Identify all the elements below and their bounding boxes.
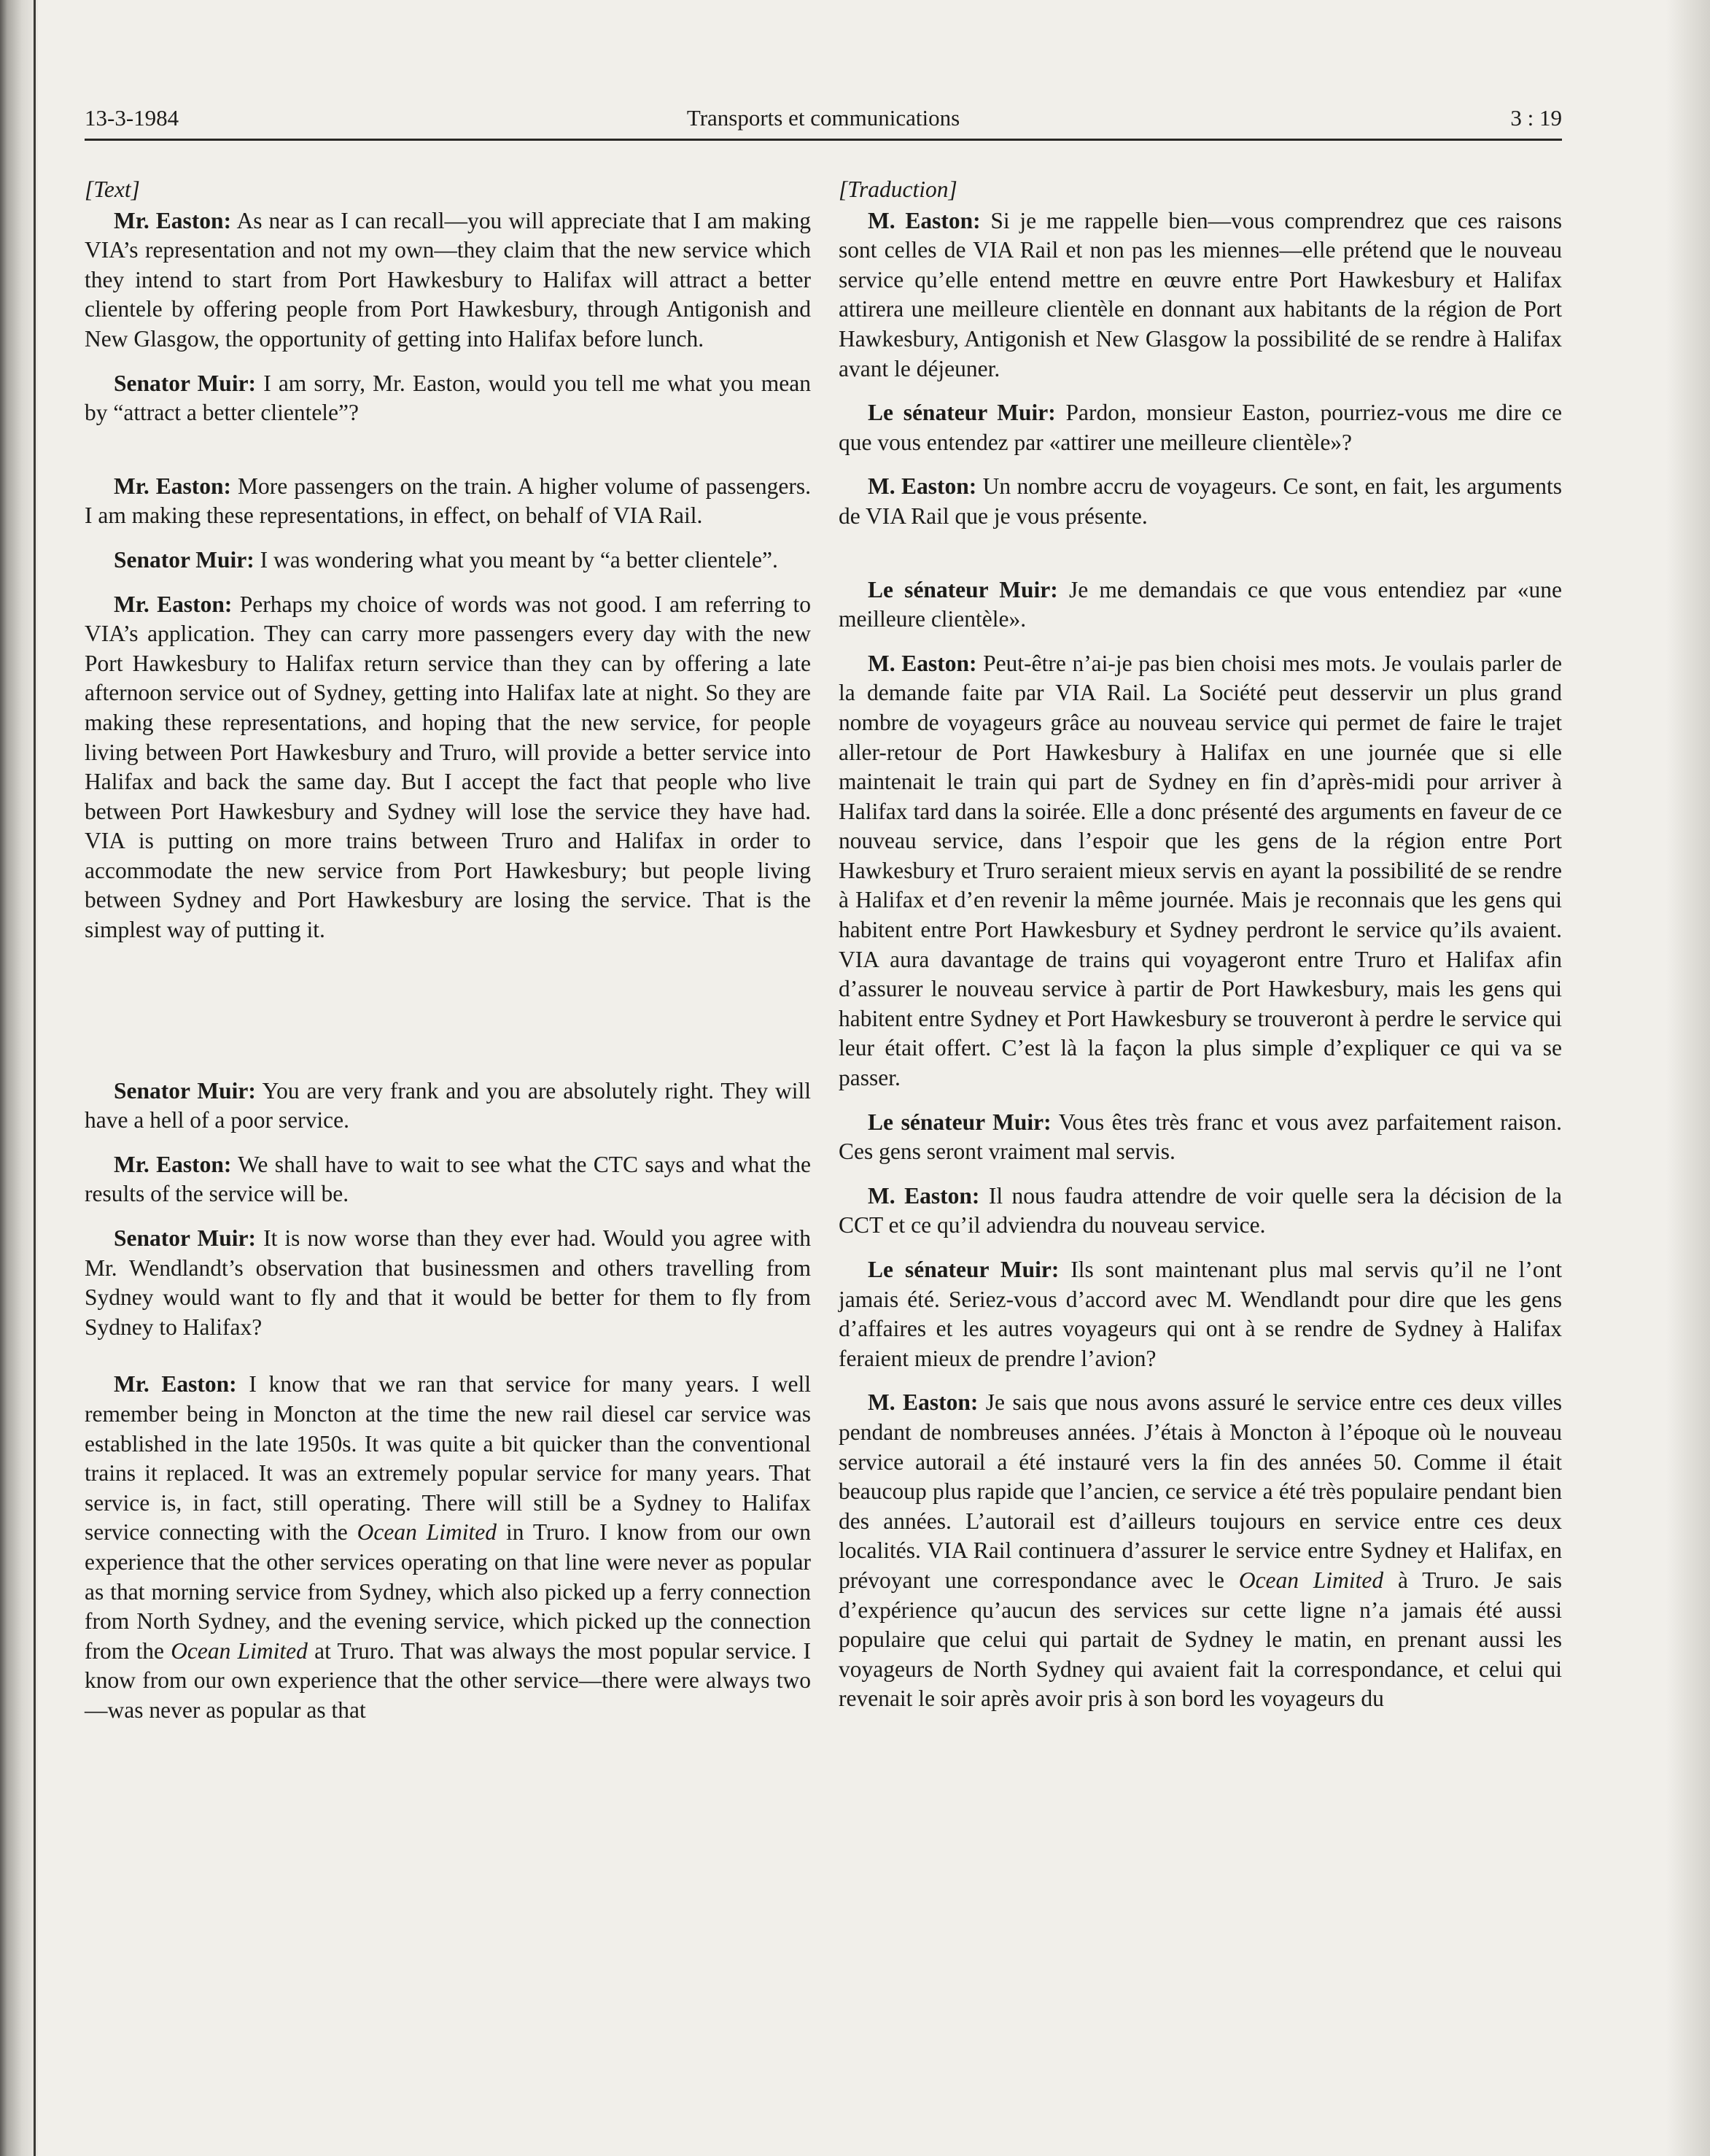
paragraph-text: I know that we ran that service for many years. I well remember being in Moncton at the time the new rail diesel car service was established in the late 1950s. It was quite a bit quicker than the conventional trains it replaced. It was an extremely popular service for many years. That service is, in fact, still operating. There will still be a Sydney to Halifax service connecting with the — [85, 1371, 811, 1546]
paragraph — [839, 472, 1562, 531]
paragraph-text: Je me demandais ce que vous entendiez par «une meilleure clientèle». — [839, 576, 1563, 632]
paragraph — [85, 1150, 811, 1209]
paragraph-text: As near as I can recall—you will appreciate that I am making VIA’s representation and not my own—they claim that the new service which they intend to start from Port Hawkesbury to Halifax will attract a better clientele by offering people from Port Hawkesbury, through Antigonish and New Glasgow, the opportunity of getting into Halifax before lunch. — [85, 207, 811, 352]
paragraph — [839, 649, 1562, 1093]
paragraph-text: Si je me rappelle bien—vous comprendrez que ces raisons sont celles de VIA Rail et non pas les miennes—elle prétend que le nouveau service qu’elle entend mettre en œuvre entre Port Hawkesbury et Halifax attirera une meilleure clientèle en donnant aux habitants de la région de Port Hawkesbury, Antigonish et New Glasgow la possibilité de se rendre à Halifax avant le déjeuner. — [839, 207, 1563, 381]
paragraph-text: à Truro. Je sais d’expérience qu’aucun des services sur cette ligne n’a jamais été aussi populaire que celui qui partait de Sydney le matin, en prenant aussi les voyageurs de North Sydney qui avaient fait la correspondance, et celui qui revenait le soir après avoir pris à son bord les voyageurs du — [839, 1567, 1562, 1712]
column-label-text: Traduction — [847, 177, 949, 202]
speaker: Senator Muir: — [114, 1077, 256, 1104]
speaker: Le sénateur Muir: — [868, 576, 1058, 602]
paragraph — [85, 546, 811, 575]
speaker: Mr. Easton: — [114, 1371, 237, 1397]
paragraph-text: Un nombre accru de voyageurs. Ce sont, en fait, les arguments de VIA Rail que je vous présente. — [839, 473, 1562, 529]
column-label-text: Text — [93, 177, 131, 202]
paragraph — [85, 206, 811, 354]
french-column — [839, 175, 1562, 1714]
paragraph — [839, 1388, 1562, 1714]
paragraph-text: I am sorry, Mr. Easton, would you tell me what you mean by “attract a better clientele”? — [85, 370, 811, 426]
paragraph — [839, 1182, 1562, 1241]
speaker: Senator Muir: — [114, 546, 254, 573]
paragraph — [85, 590, 811, 945]
paragraph — [839, 206, 1562, 384]
paragraph — [85, 1370, 811, 1725]
paragraph — [839, 398, 1562, 457]
paragraph — [85, 369, 811, 428]
page-edge-shadow — [1666, 0, 1710, 2156]
running-header — [85, 101, 1562, 136]
paragraph-text: I was wondering what you meant by “a better clientele”. — [254, 546, 778, 573]
paragraph-text: Il nous faudra attendre de voir quelle sera la décision de la CCT et ce qu’il adviendra du nouveau service. — [839, 1182, 1563, 1238]
speaker: Mr. Easton: — [114, 473, 231, 499]
paragraph — [85, 1224, 811, 1342]
italic-train-name: Ocean Limited — [1238, 1567, 1384, 1593]
speaker: Mr. Easton: — [114, 207, 232, 233]
paragraph-text: We shall have to wait to see what the CTC says and what the results of the service will be. — [85, 1151, 811, 1207]
paragraph — [85, 1077, 811, 1136]
column-label: [Traduction] — [839, 177, 957, 202]
speaker: M. Easton: — [868, 1182, 980, 1209]
speaker: M. Easton: — [868, 650, 977, 676]
header-date: 13-3-1984 — [85, 105, 179, 131]
italic-train-name: Ocean Limited — [357, 1519, 497, 1546]
paragraph-text: Pardon, monsieur Easton, pourriez-vous me dire ce que vous entendez par «attirer une meilleure clientèle»? — [839, 400, 1562, 455]
column-label: [Text] — [85, 177, 140, 202]
english-column — [85, 175, 811, 1726]
speaker: Senator Muir: — [114, 1225, 256, 1252]
speaker: Le sénateur Muir: — [868, 1109, 1052, 1135]
speaker: Le sénateur Muir: — [868, 1257, 1060, 1282]
paragraph-text: Perhaps my choice of words was not good. I am referring to VIA’s application. They can carry more passengers every day with the new Port Hawkesbury to Halifax return service than they can by offering a late afternoon service out of Sydney, getting into Halifax late at night. So they are making these representations, and hoping that the new service, for people living between Port Hawkesbury and Truro, will provide a better service into Halifax and back the same day. But I accept the fact that people who live between Port Hawkesbury and Sydney will lose the service they have had. VIA is putting on more trains between Truro and Halifax in order to accommodate the new service from Port Hawkesbury; but people living between Sydney and Port Hawkesbury are losing the service. That is the simplest way of putting it. — [85, 591, 811, 943]
paragraph-text: in Truro. I know from our own experience that the other services operating on that line were never as popular as that morning service from Sydney, which also picked up a ferry connection from North Sydney, and the evening service, which picked up the connection from the — [85, 1519, 811, 1664]
header-page-number: 3 : 19 — [1510, 105, 1562, 131]
paragraph-text: Peut-être n’ai-je pas bien choisi mes mots. Je voulais parler de la demande faite par VIA Rail. La Société peut desservir un plus grand nombre de voyageurs grâce au nouveau service qui permet de faire le trajet aller-retour de Port Hawkesbury à Halifax en une journée que si elle maintenait le train qui part de Sydney en fin d’après-midi pour arriver à Halifax tard dans la soirée. Elle a donc présenté des arguments en faveur de ce nouveau service, dans l’espoir que les gens de la région entre Port Hawkesbury et Truro seraient mieux servis en ayant la possibilité de se rendre à Halifax et d’en revenir la même journée. Mais je reconnais que les gens qui habitent entre Port Hawkesbury et Sydney perdront le service qu’ils avaient. VIA aura davantage de trains qui voyageront entre Truro et Halifax afin d’assurer le nouveau service à partir de Port Hawkesbury, mais les gens qui habitent entre Sydney et Port Hawkesbury se trouveront à perdre le service qui leur était offert. C’est là la façon la plus simple d’expliquer ce qui va se passer. — [839, 650, 1562, 1091]
speaker: Mr. Easton: — [114, 1151, 232, 1177]
paragraph-text: It is now worse than they ever had. Would you agree with Mr. Wendlandt’s observation that businessmen and others travelling from Sydney would want to fly and that it would be better for them to fly from Sydney to Halifax? — [85, 1225, 811, 1340]
italic-train-name: Ocean Limited — [171, 1637, 308, 1664]
paragraph-text: Vous êtes très franc et vous avez parfaitement raison. Ces gens seront vraiment mal servis. — [839, 1109, 1563, 1165]
header-rule — [85, 139, 1562, 141]
paragraph-text: Je sais que nous avons assuré le service entre ces deux villes pendant de nombreuses années. J’étais à Moncton à l’époque où le nouveau service autorail a été instauré vers la fin des années 50. Comme il était beaucoup plus rapide que l’ancien, ce service a été très populaire pendant bien des années. L’autorail est d’ailleurs toujours en service entre ces deux localités. VIA Rail continuera d’assurer le service entre Sydney et Halifax, en prévoyant une correspondance avec le — [839, 1389, 1562, 1593]
speaker: M. Easton: — [868, 207, 981, 233]
speaker: Senator Muir: — [114, 370, 257, 396]
speaker: M. Easton: — [868, 473, 977, 500]
paragraph-text: at Truro. That was always the most popular service. I know from our own experience that the other service—there were always two—was never as popular as that — [85, 1637, 812, 1723]
binding-shadow — [0, 0, 38, 2156]
paragraph-text: You are very frank and you are absolutely right. They will have a hell of a poor service. — [85, 1077, 811, 1133]
header-title: Transports et communications — [686, 105, 960, 131]
binding-line — [34, 0, 36, 2156]
paragraph — [839, 575, 1562, 635]
paragraph — [839, 1255, 1562, 1373]
speaker: Le sénateur Muir: — [868, 400, 1056, 426]
speaker: M. Easton: — [868, 1389, 979, 1416]
paragraph-text: Ils sont maintenant plus mal servis qu’il ne l’ont jamais été. Seriez-vous d’accord avec M. Wendlandt pour dire que les gens d’affaires et les autres voyageurs qui ont à se rendre de Sydney à Halifax feraient mieux de prendre l’avion? — [839, 1257, 1562, 1371]
speaker: Mr. Easton: — [114, 591, 233, 617]
paragraph — [85, 472, 811, 531]
paragraph — [839, 1108, 1562, 1167]
paragraph-text: More passengers on the train. A higher volume of passengers. I am making these representations, in effect, on behalf of VIA Rail. — [85, 473, 812, 529]
